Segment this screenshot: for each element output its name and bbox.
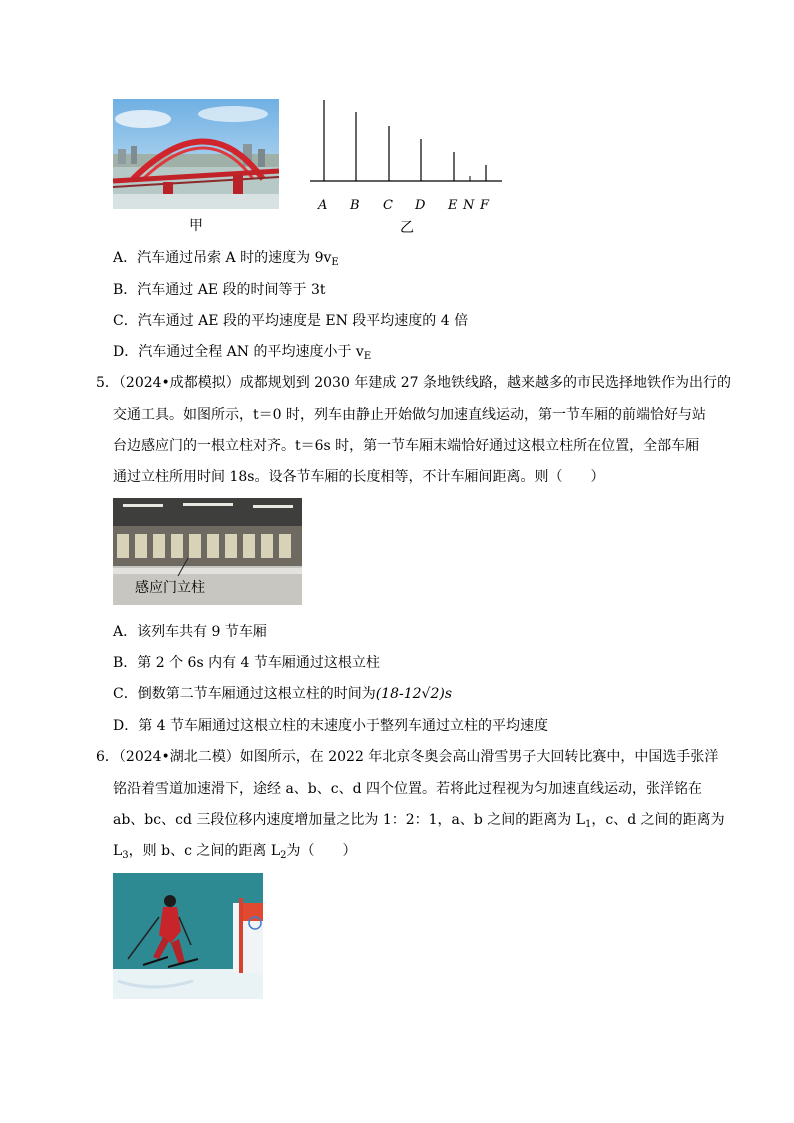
q5-option-d: D．第 4 节车厢通过这根立柱的末速度小于整列车通过立柱的平均速度 [113,718,549,734]
q4-option-d: D．汽车通过全程 AN 的平均速度小于 $v_E$ [113,344,372,362]
subway-photo [113,498,302,605]
label-c: C [383,198,393,213]
label-n: N [463,198,475,213]
label-a: A [318,198,328,213]
q6-stem-line2: 铭沿着雪道加速滑下，途经 a、b、c、d 四个位置。若将此过程视为匀加速直线运动，张洋铭在 [113,781,703,797]
q4-option-b: B．汽车通过 AE 段的时间等于 3t [113,282,326,298]
q5-stem-line2: 交通工具。如图所示，t＝0 时，列车由静止开始做匀加速直线运动，第一节车厢的前端恰好与站 [113,407,706,423]
label-d: D [415,198,426,213]
subway-photo-label: 感应门立柱 [135,580,205,596]
cable-diagram [308,95,508,213]
q5-option-a: A．该列车共有 9 节车厢 [113,624,267,640]
q5-stem-line3: 台边感应门的一根立柱对齐。t＝6s 时，第一节车厢末端恰好通过这根立柱所在位置，全部车厢 [113,438,700,454]
label-e: E [448,198,458,213]
q5-stem-line1: 5．（2024•成都模拟）成都规划到 2030 年建成 27 条地铁线路，越来越多的市民选择地铁作为出行的 [96,375,732,391]
q6-stem-line3: ab、bc、cd 三段位移内速度增加量之比为 1：2：1，a、b 之间的距离为 $L_1$，c、d 之间的距离为 [113,812,725,830]
q5-option-c-math: (18-12√2)s [375,686,453,702]
q6-stem-line1: 6．（2024•湖北二模）如图所示，在 2022 年北京冬奥会高山滑雪男子大回转比赛中，中国选手张洋 [96,749,719,765]
q4-option-c: C．汽车通过 AE 段的平均速度是 EN 段平均速度的 4 倍 [113,313,469,329]
q4-option-a: A．汽车通过吊索 A 时的速度为 $9v_E$ [113,250,339,268]
fig-jia-caption: 甲 [189,218,203,234]
q5-option-c: C．倒数第二节车厢通过这根立柱的时间为(18-12√2)s [113,686,453,702]
q5-option-b: B．第 2 个 6s 内有 4 节车厢通过这根立柱 [113,655,380,671]
label-f: F [480,198,490,213]
label-b: B [350,198,360,213]
bridge-photo [113,99,279,209]
fig-yi-caption: 乙 [400,220,414,236]
skier-photo [113,873,263,999]
q6-stem-line4: $L_3$，则 b、c 之间的距离 $L_2$为（ ） [113,843,357,861]
q5-stem-line4: 通过立柱所用时间 18s。设各节车厢的长度相等，不计车厢间距离。则（ ） [113,469,605,485]
